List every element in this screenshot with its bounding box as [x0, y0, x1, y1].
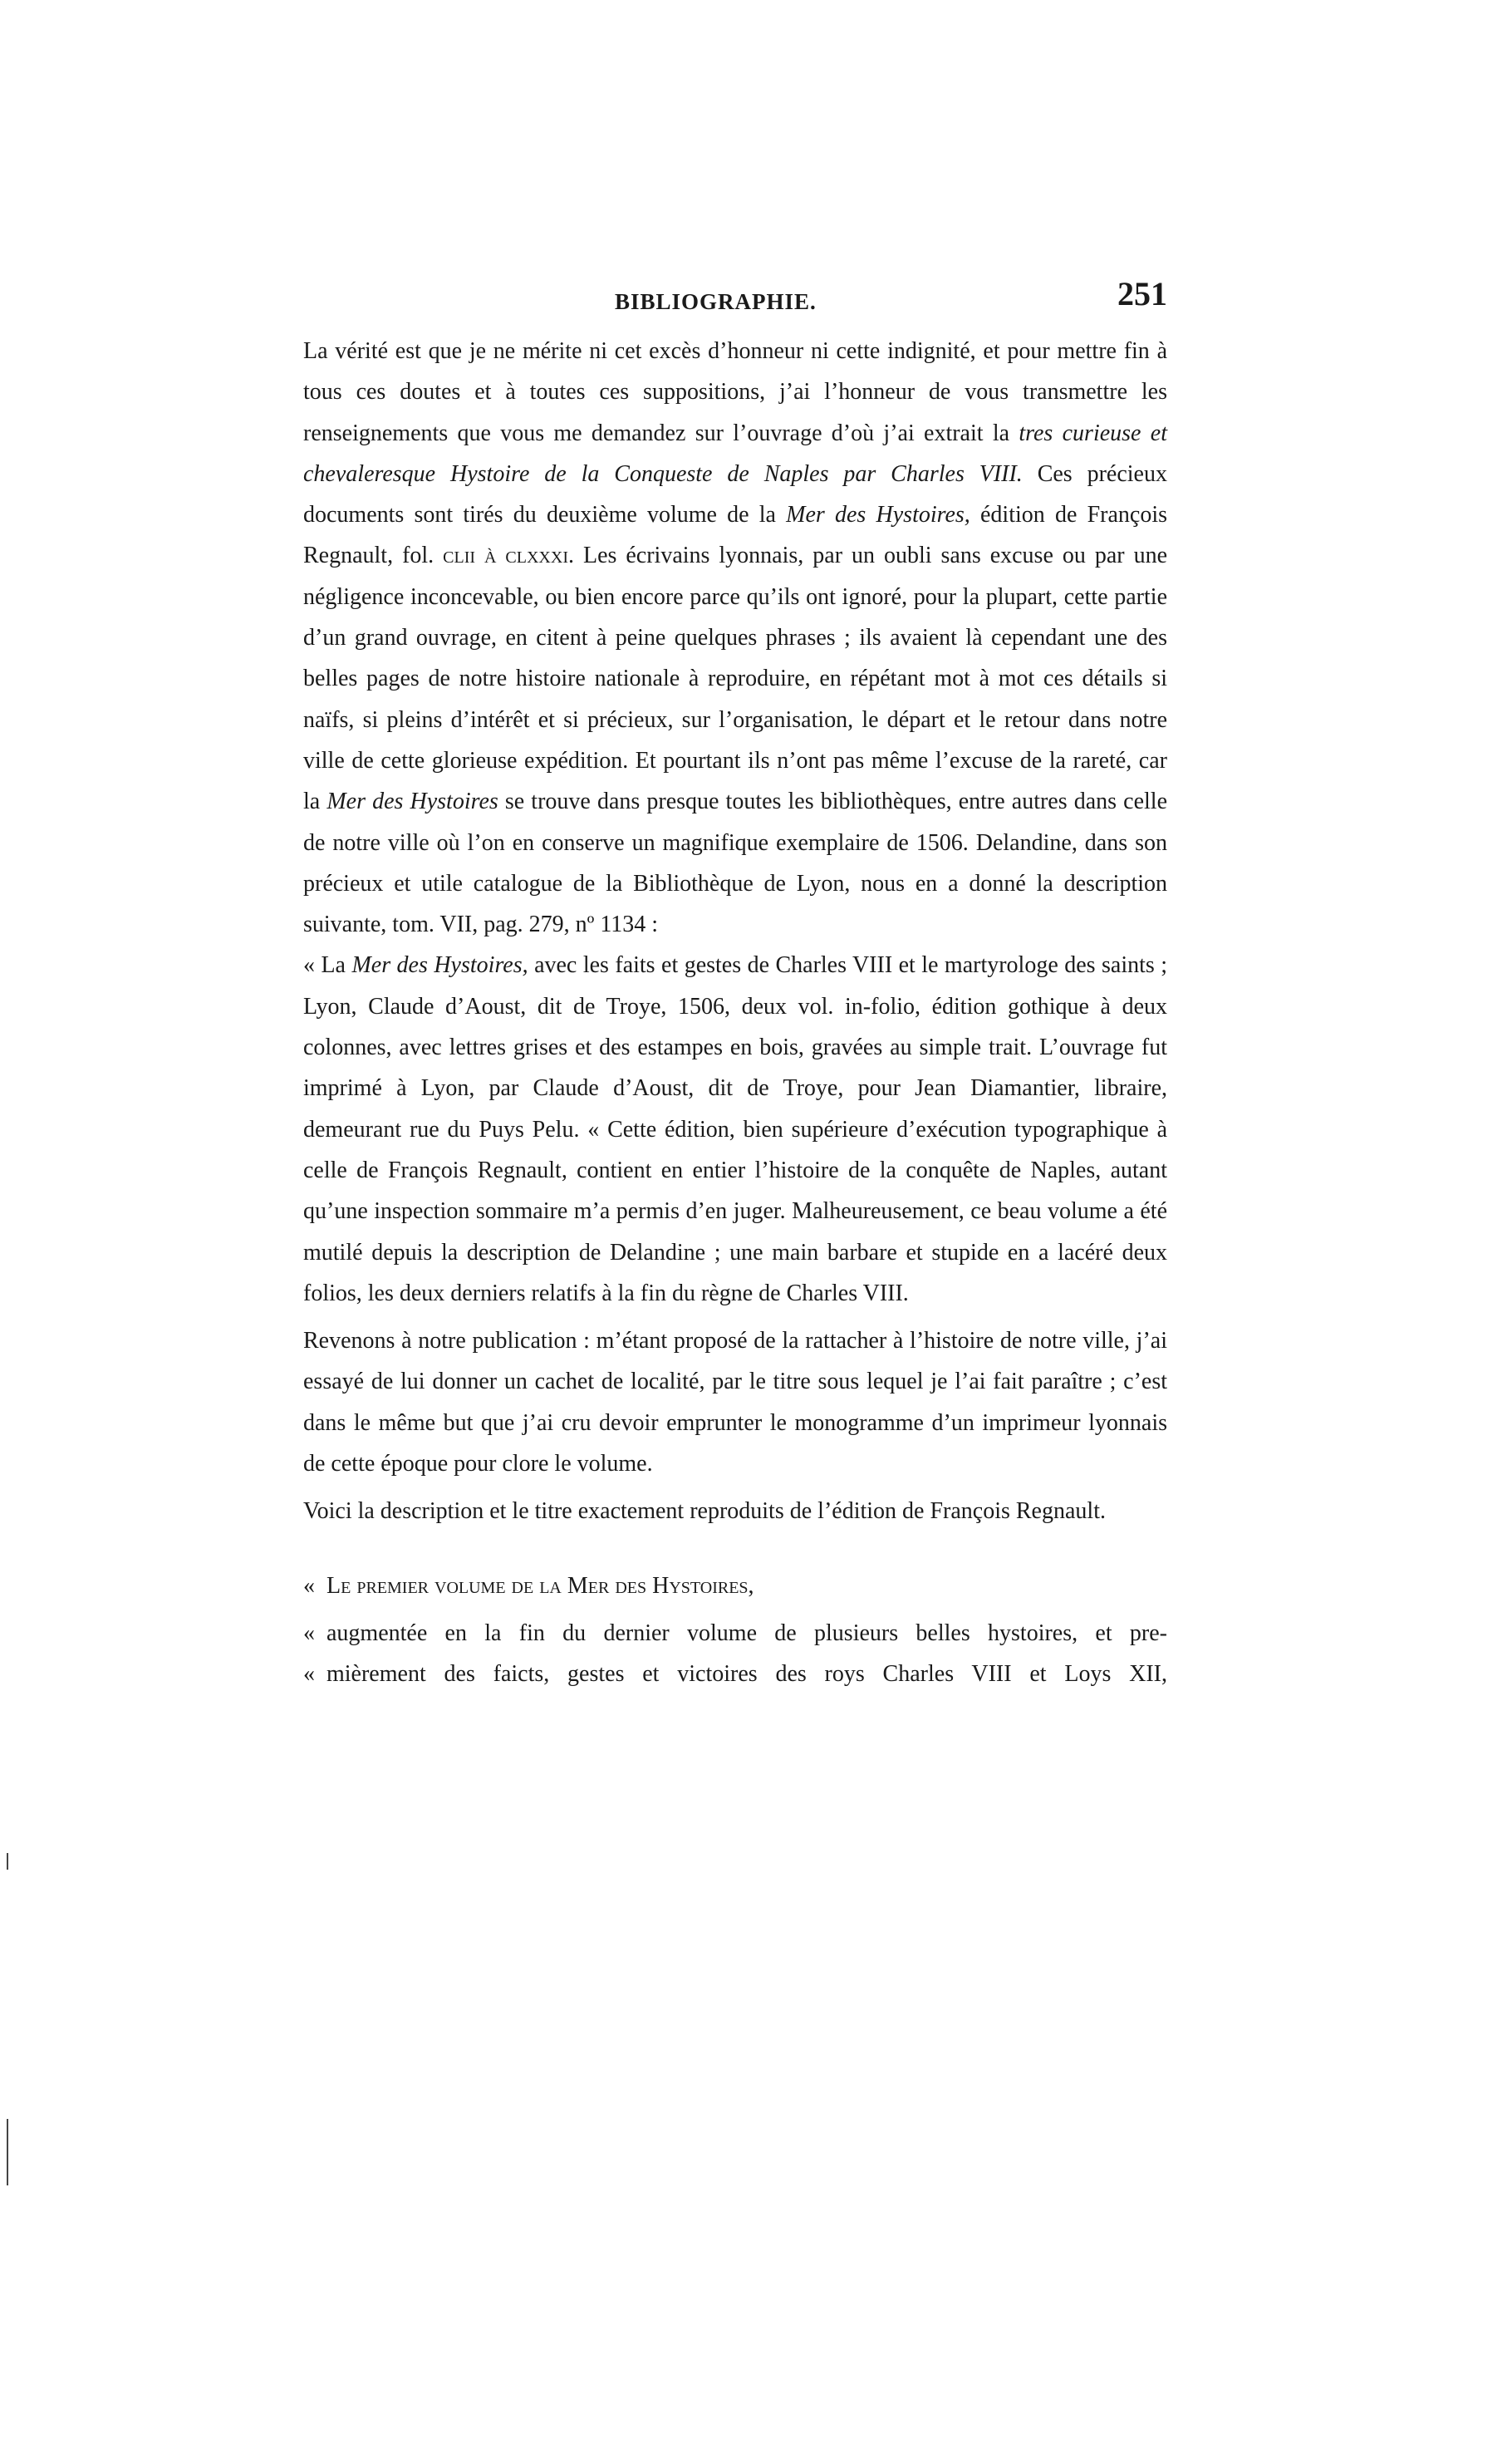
paragraph-2 — [303, 945, 1167, 1314]
paragraph-1-italic-mer: Mer des Hystoires, — [786, 502, 970, 528]
paragraph-1-text-e: édition de François Regnault, fol. — [303, 502, 1167, 569]
paragraph-1-text-a: La vérité est que je ne mérite ni cet excès d’honneur ni cette indignité, et pour mettre fin à tous ces doutes et à toutes ces suppositions, j’ai l’honneur de vous transmettre les renseignements que vous me demandez sur l’ouvrage d’où j’ai extrait la — [303, 338, 1167, 446]
paragraph-4: Voici la description et le titre exactement reproduits de l’édition de François Regnault. — [303, 1498, 1106, 1525]
paragraph-2-text-c: avec les faits et gestes de Charles VIII et le martyrologe des saints ; Lyon, Claude d’Aoust, dit de Troye, 1506, deux vol. in-folio, édition gothique à deux colonnes, avec lettres grises et des estampes en bois, gravées au simple trait. L’ouvrage fut imprimé à Lyon, par Claude d’Aoust, dit de Troye, pour Jean Diamantier, libraire, demeurant rue du Puys Pelu. « Cette édition, bien supérieure d’exécution typographique à celle de François Regnault, contient en entier l’histoire de la conquête de Naples, autant qu’une inspection sommaire m’a permis d’en juger. Malheureusement, ce beau volume a été mutilé depuis la description de Delandine ; une main barbare et stupide en a lacéré deux folios, les deux derniers relatifs à la fin du règne de Charles VIII. — [303, 952, 1168, 1306]
page-number: 251 — [1117, 275, 1167, 312]
guillemet: « — [303, 1661, 315, 1688]
quote-line-3 — [303, 1654, 1167, 1694]
guillemet: « — [303, 1572, 315, 1599]
running-title: BIBLIOGRAPHIE. — [615, 289, 817, 314]
scan-margin-mark — [7, 1853, 8, 1870]
paragraph-1-folio-range: clii à clxxxi. — [443, 543, 574, 569]
spacer — [303, 1484, 1167, 1491]
paragraph-1 — [303, 331, 1167, 945]
spacer — [303, 1606, 1167, 1613]
paragraph-1-text-g: Les écrivains lyonnais, par un oubli sans excuse ou par une négligence inconcevable, ou bien encore parce qu’ils ont ignoré, pour la plupart, cette partie d’un grand ouvrage, en citent à peine quelques phrases ; ils avaient là cependant une des belles pages de notre histoire nationale à reproduire, en répétant mot à mot ces détails si naïfs, si pleins d’intérêt et si précieux, sur l’organisation, le départ et le retour dans notre ville de cette glorieuse expédition. Et pourtant ils n’ont pas même l’excuse de la rareté, car la — [303, 543, 1167, 815]
quote-line-2 — [303, 1613, 1167, 1654]
running-head — [303, 274, 1167, 324]
paragraph-1-italic-title: tres curieuse et chevaleresque Hystoire de la Conqueste de Naples par Charles VIII. — [303, 420, 1167, 487]
paragraph-3: Revenons à notre publication : m’étant proposé de la rattacher à l’histoire de notre ville, j’ai essayé de lui donner un cachet de localité, par le titre sous lequel je l’ai fait paraître ; c’est dans le même but que j’ai cru devoir emprunter le monogramme d’un imprimeur lyonnais de cette époque pour clore le volume. — [303, 1328, 1167, 1477]
quote-line-1-text: Le premier volume de la Mer des Hystoires, — [326, 1572, 754, 1599]
spacer — [303, 1532, 1167, 1566]
paragraph-1-text-c: Ces précieux documents sont tirés du deuxième volume de la — [303, 460, 1167, 528]
page — [303, 274, 1167, 1695]
scan-margin-mark — [7, 2119, 8, 2185]
guillemet: « — [303, 1620, 315, 1646]
quote-line-1 — [303, 1566, 1167, 1606]
paragraph-1-italic-mer-2: Mer des Hystoires — [326, 789, 498, 815]
body-text — [303, 331, 1167, 1695]
quote-line-3-text: mièrement des faicts, gestes et victoires des roys Charles VIII et Loys XII, — [326, 1661, 1167, 1688]
spacer — [303, 1314, 1167, 1320]
quote-line-2-text: augmentée en la fin du dernier volume de plusieurs belles hystoires, et pre- — [326, 1620, 1167, 1646]
paragraph-2-italic-mer: Mer des Hystoires, — [351, 952, 528, 979]
paragraph-1-text-i: se trouve dans presque toutes les bibliothèques, entre autres dans celle de notre ville où l’on en conserve un magnifique exemplaire de 1506. Delandine, dans son précieux et utile catalogue de la Bibliothèque de Lyon, nous en a donné la description suivante, tom. VII, pag. 279, nº 1134 : — [303, 789, 1167, 938]
paragraph-2-text-a: « La — [303, 952, 352, 979]
